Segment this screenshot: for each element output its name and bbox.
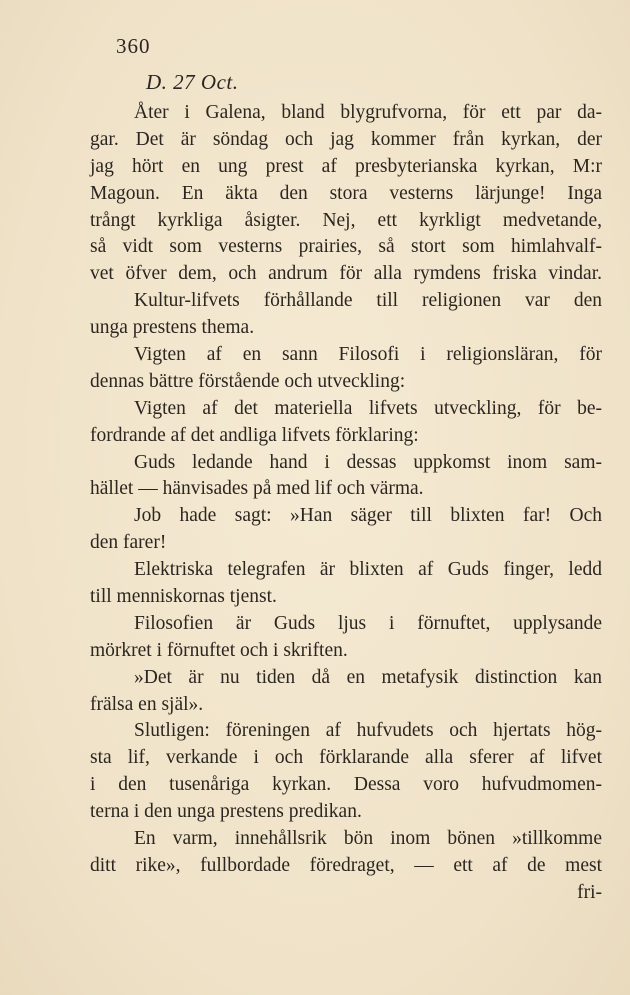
page-number: 360 — [116, 34, 151, 58]
text-line: gar. Det är söndag och jag kommer från kyrkan, der — [90, 128, 602, 150]
text-line: Elektriska telegrafen är blixten af Guds finger, ledd — [134, 559, 602, 581]
text-line: hället — hänvisades på med lif och värma. — [90, 478, 424, 500]
text-line: Guds ledande hand i dessas uppkomst inom sam- — [134, 451, 602, 473]
text-line: Magoun. En äkta den stora vesterns lärjunge! Inga — [90, 182, 602, 204]
text-line: trångt kyrkliga åsigter. Nej, ett kyrkligt medvetande, — [90, 209, 602, 231]
text-line: Job hade sagt: »Han säger till blixten far! Och — [134, 505, 602, 527]
text-line: »Det är nu tiden då en metafysik distinction kan — [134, 666, 602, 688]
text-line: till menniskornas tjenst. — [90, 586, 277, 608]
text-line: mörkret i förnuftet och i skriften. — [90, 639, 348, 661]
body-text — [90, 100, 602, 907]
text-line: fordrande af det andliga lifvets förklaring: — [90, 424, 419, 446]
text-line: frälsa en själ». — [90, 693, 204, 715]
text-line: Filosofien är Guds ljus i förnuftet, upplysande — [134, 612, 602, 634]
text-line: Slutligen: föreningen af hufvudets och hjertats hög- — [134, 720, 602, 742]
text-line: dennas bättre förstående och utveckling: — [90, 370, 406, 392]
text-line: En varm, innehållsrik bön inom bönen »tillkomme — [134, 828, 602, 850]
catchword: fri- — [577, 881, 602, 903]
text-line: Vigten af en sann Filosofi i religionsläran, för — [134, 344, 602, 366]
date-heading: D. 27 Oct. — [146, 70, 239, 94]
text-line: så vidt som vesterns prairies, så stort som himlahvalf- — [90, 236, 602, 258]
text-line: Vigten af det materiella lifvets utveckling, för be- — [134, 397, 602, 419]
text-line: terna i den unga prestens predikan. — [90, 801, 362, 823]
text-line: jag hört en ung prest af presbyterianska kyrkan, M:r — [90, 155, 602, 177]
text-line: Åter i Galena, bland blygrufvorna, för ett par da- — [134, 102, 602, 123]
text-line: vet öfver dem, och andrum för alla rymdens friska vindar. — [90, 263, 602, 285]
text-line: Kultur-lifvets förhållande till religionen var den — [134, 290, 602, 312]
text-line: sta lif, verkande i och förklarande alla sferer af lifvet — [90, 747, 602, 769]
text-line: unga prestens thema. — [90, 317, 255, 339]
text-line: ditt rike», fullbordade föredraget, — ett af de mest — [90, 854, 602, 876]
text-line: i den tusenåriga kyrkan. Dessa voro hufvudmomen- — [90, 774, 602, 796]
text-line: den farer! — [90, 532, 167, 554]
